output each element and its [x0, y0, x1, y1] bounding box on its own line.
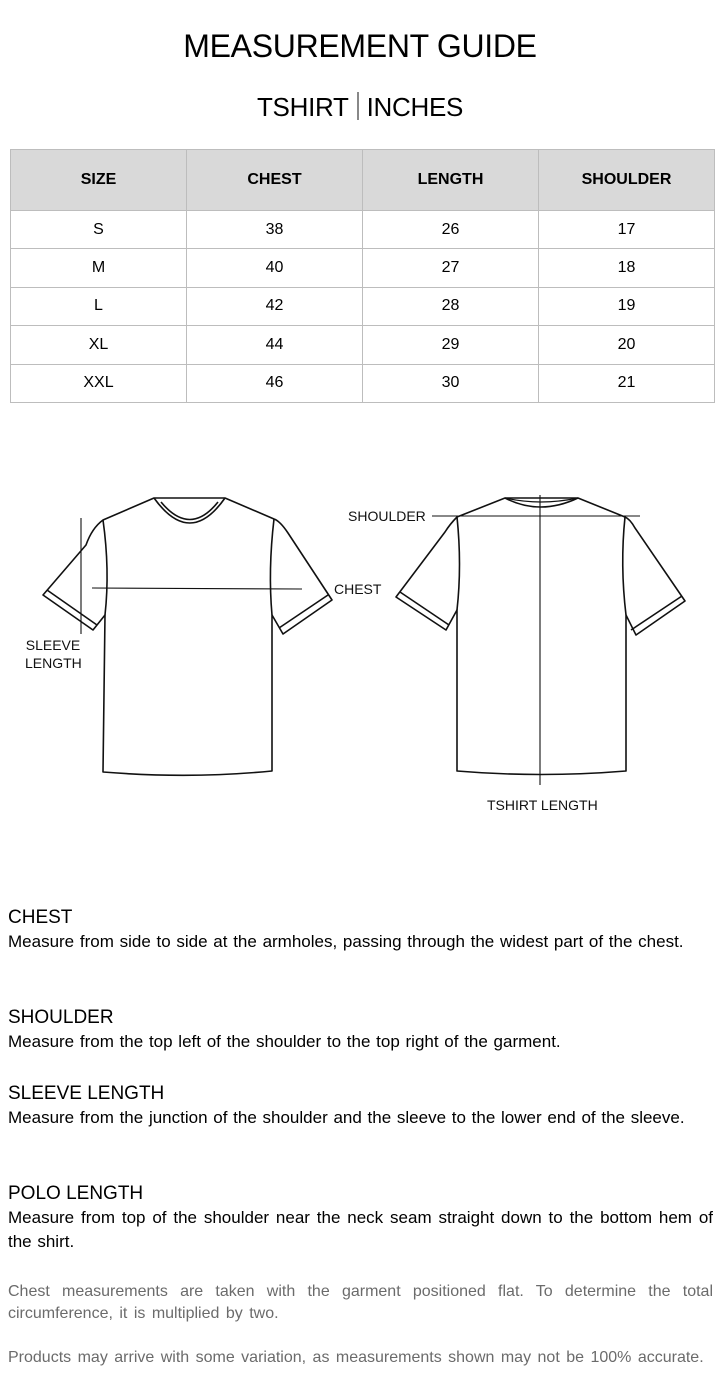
table-header-row [11, 150, 715, 211]
unit-label: INCHES [366, 92, 464, 122]
separator [357, 92, 359, 120]
description-sleeve-length [8, 1082, 713, 1130]
table-row [11, 364, 715, 402]
cell-length: 29 [363, 326, 539, 364]
shoulder-label: SHOULDER [348, 508, 426, 524]
column-header-length: LENGTH [363, 150, 539, 211]
tshirt-diagram [0, 480, 720, 820]
table-row [11, 211, 715, 249]
column-header-chest: CHEST [187, 150, 363, 211]
cell-shoulder: 20 [539, 326, 715, 364]
description-text: Measure from top of the shoulder near the neck seam straight down to the bottom hem of the shirt. [8, 1208, 713, 1251]
cell-chest: 42 [187, 287, 363, 325]
column-header-size: SIZE [11, 150, 187, 211]
cell-shoulder: 17 [539, 211, 715, 249]
cell-shoulder: 19 [539, 287, 715, 325]
cell-chest: 44 [187, 326, 363, 364]
description-text: Measure from side to side at the armholes, passing through the widest part of the chest. [8, 932, 684, 951]
cell-size: M [11, 249, 187, 287]
description-heading: SHOULDER [8, 1007, 114, 1028]
table-row [11, 287, 715, 325]
table-row [11, 326, 715, 364]
cell-length: 30 [363, 364, 539, 402]
cell-shoulder: 21 [539, 364, 715, 402]
description-chest [8, 906, 713, 954]
cell-length: 26 [363, 211, 539, 249]
page-title: MEASUREMENT GUIDE [183, 28, 537, 64]
subtitle [0, 92, 720, 123]
cell-chest: 40 [187, 249, 363, 287]
description-heading: POLO LENGTH [8, 1183, 144, 1204]
sleeve-label-line1: SLEEVE [25, 637, 81, 653]
note-variation-disclaimer: Products may arrive with some variation, as measurements shown may not be 100% accurate. [8, 1349, 704, 1366]
description-text: Measure from the top left of the shoulder to the top right of the garment. [8, 1032, 561, 1051]
cell-length: 28 [363, 287, 539, 325]
cell-size: S [11, 211, 187, 249]
description-heading: CHEST [8, 907, 73, 928]
cell-length: 27 [363, 249, 539, 287]
column-header-shoulder: SHOULDER [539, 150, 715, 211]
cell-chest: 38 [187, 211, 363, 249]
cell-shoulder: 18 [539, 249, 715, 287]
description-heading: SLEEVE LENGTH [8, 1083, 165, 1104]
cell-size: XXL [11, 364, 187, 402]
cell-chest: 46 [187, 364, 363, 402]
description-shoulder [8, 1006, 713, 1054]
table-row [11, 249, 715, 287]
cell-size: L [11, 287, 187, 325]
description-polo-length [8, 1182, 713, 1254]
chest-label: CHEST [334, 581, 382, 597]
note-chest-circumference: Chest measurements are taken with the garment positioned flat. To determine the total circumference, it is multiplied by two. [8, 1283, 713, 1322]
description-text: Measure from the junction of the shoulder and the sleeve to the lower end of the sleeve. [8, 1108, 685, 1127]
sleeve-length-label [25, 636, 81, 672]
product-type: TSHIRT [256, 92, 349, 122]
tshirt-length-label: TSHIRT LENGTH [487, 797, 598, 813]
size-table [10, 149, 715, 403]
cell-size: XL [11, 326, 187, 364]
tshirt-illustration-icon [0, 480, 720, 820]
sleeve-label-line2: LENGTH [25, 655, 82, 671]
